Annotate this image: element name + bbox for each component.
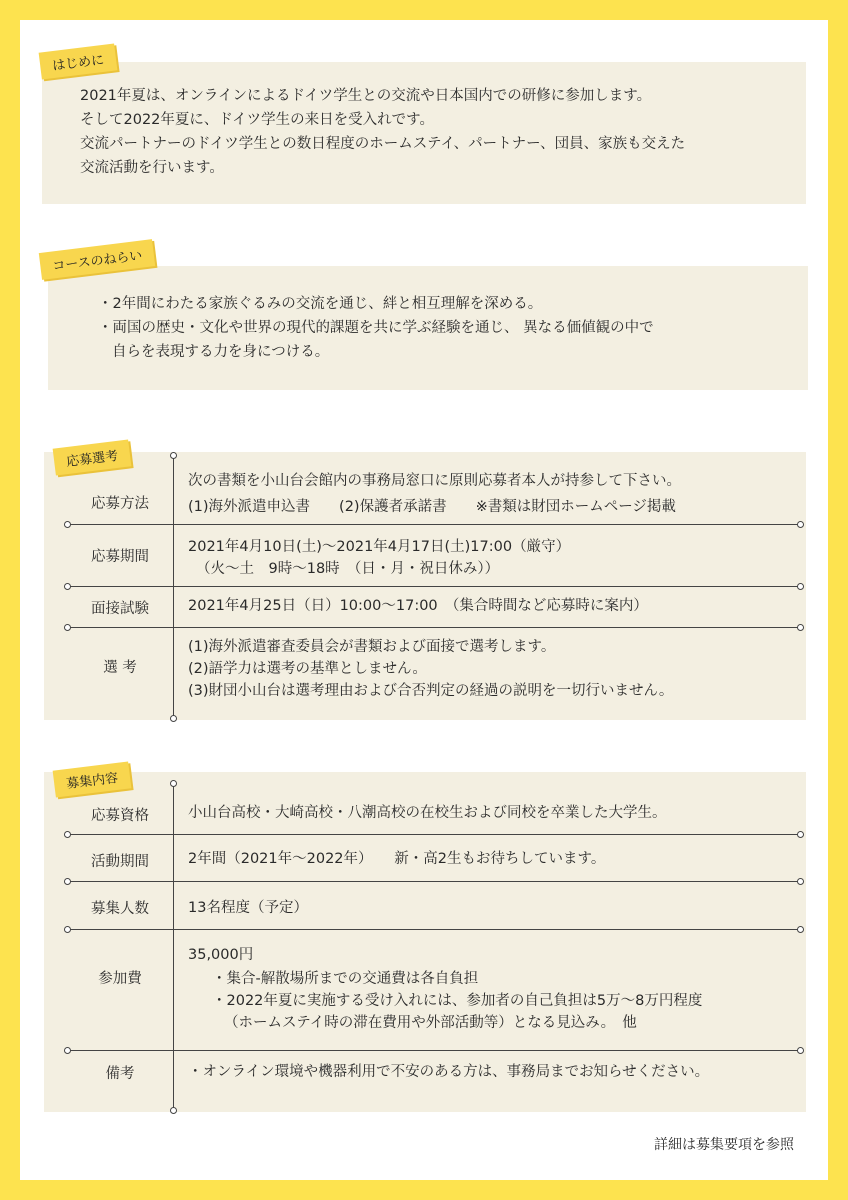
interview-value: 2021年4月25日（日）10:00～17:00 （集合時間など応募時に案内） xyxy=(188,598,648,614)
screen-line-3: (3)財団小山台は選考理由および合否判定の経過の説明を一切行いません。 xyxy=(188,683,674,699)
intro-text xyxy=(80,84,685,180)
aims-item-2: ・両国の歴史・文化や世界の現代的課題を共に学ぶ経験を通じ、 異なる価値観の中で xyxy=(98,320,654,336)
selection-rule-2 xyxy=(68,586,800,587)
note-label: 備考 xyxy=(105,1066,135,1082)
term-label: 活動期間 xyxy=(91,854,149,870)
term-value: 2年間（2021年～2022年） 新・高2生もお待ちしています。 xyxy=(188,851,606,867)
footer-note: 詳細は募集要項を参照 xyxy=(654,1137,794,1153)
selection-rule-1 xyxy=(68,524,800,525)
period-value xyxy=(188,536,570,580)
recruit-rule-3 xyxy=(68,929,800,930)
intro-line-1: 2021年夏は、オンラインによるドイツ学生との交流や日本国内での研修に参加します。 xyxy=(80,88,652,104)
screen-value xyxy=(188,636,673,702)
screen-line-2: (2)語学力は選考の基準としません。 xyxy=(188,661,427,677)
method-line-1: 次の書類を小山台会館内の事務局窓口に原則応募者本人が持参して下さい。 xyxy=(188,473,681,489)
fee-note-3: （ホームステイ時の滞在費用や外部活動等）となる見込み。 他 xyxy=(224,1015,637,1031)
fee-amount: 35,000円 xyxy=(188,947,254,963)
num-label: 募集人数 xyxy=(91,901,149,917)
elig-label: 応募資格 xyxy=(91,808,149,824)
fee-note-1: ・集合-解散場所までの交通費は各自負担 xyxy=(212,971,479,987)
aims-text xyxy=(98,292,654,364)
elig-value: 小山台高校・大崎高校・八潮高校の在校生および同校を卒業した大学生。 xyxy=(188,805,667,821)
screen-line-1: (1)海外派遣審査委員会が書類および面接で選考します。 xyxy=(188,639,556,655)
recruit-tag: 募集内容 xyxy=(53,761,132,797)
method-value xyxy=(188,470,681,518)
screen-label: 選 考 xyxy=(103,660,137,676)
intro-line-2: そして2022年夏に、ドイツ学生の来日を受入れです。 xyxy=(80,112,435,128)
fee-label: 参加費 xyxy=(98,971,142,987)
interview-label: 面接試験 xyxy=(91,601,149,617)
intro-line-4: 交流活動を行います。 xyxy=(80,160,224,176)
recruit-rule-4 xyxy=(68,1050,800,1051)
method-label: 応募方法 xyxy=(91,496,149,512)
aims-item-1: ・2年間にわたる家族ぐるみの交流を通じ、絆と相互理解を深める。 xyxy=(98,296,543,312)
period-label: 応募期間 xyxy=(91,549,149,565)
selection-tag: 応募選考 xyxy=(53,439,132,475)
fee-value xyxy=(188,944,702,1034)
recruit-rule-1 xyxy=(68,834,800,835)
recruit-rule-2 xyxy=(68,881,800,882)
period-line-2: （火～土 9時～18時 （日・月・祝日休み）） xyxy=(196,561,500,577)
note-value: ・オンライン環境や機器利用で不安のある方は、事務局までお知らせください。 xyxy=(188,1064,710,1080)
period-line-1: 2021年4月10日(土)～2021年4月17日(土)17:00（厳守） xyxy=(188,539,571,555)
intro-tag: はじめに xyxy=(39,43,118,79)
aims-item-2-cont: 自らを表現する力を身につける。 xyxy=(112,344,330,360)
selection-rule-3 xyxy=(68,627,800,628)
intro-line-3: 交流パートナーのドイツ学生との数日程度のホームステイ、パートナー、団員、家族も交えた xyxy=(80,136,686,152)
fee-note-2: ・2022年夏に実施する受け入れには、参加者の自己負担は5万～8万円程度 xyxy=(212,993,703,1009)
selection-divider xyxy=(173,456,174,718)
aims-tag: コースのねらい xyxy=(39,239,156,280)
method-line-2: (1)海外派遣申込書 (2)保護者承諾書 ※書類は財団ホームページ掲載 xyxy=(188,499,676,515)
recruit-divider xyxy=(173,784,174,1110)
num-value: 13名程度（予定） xyxy=(188,900,308,916)
